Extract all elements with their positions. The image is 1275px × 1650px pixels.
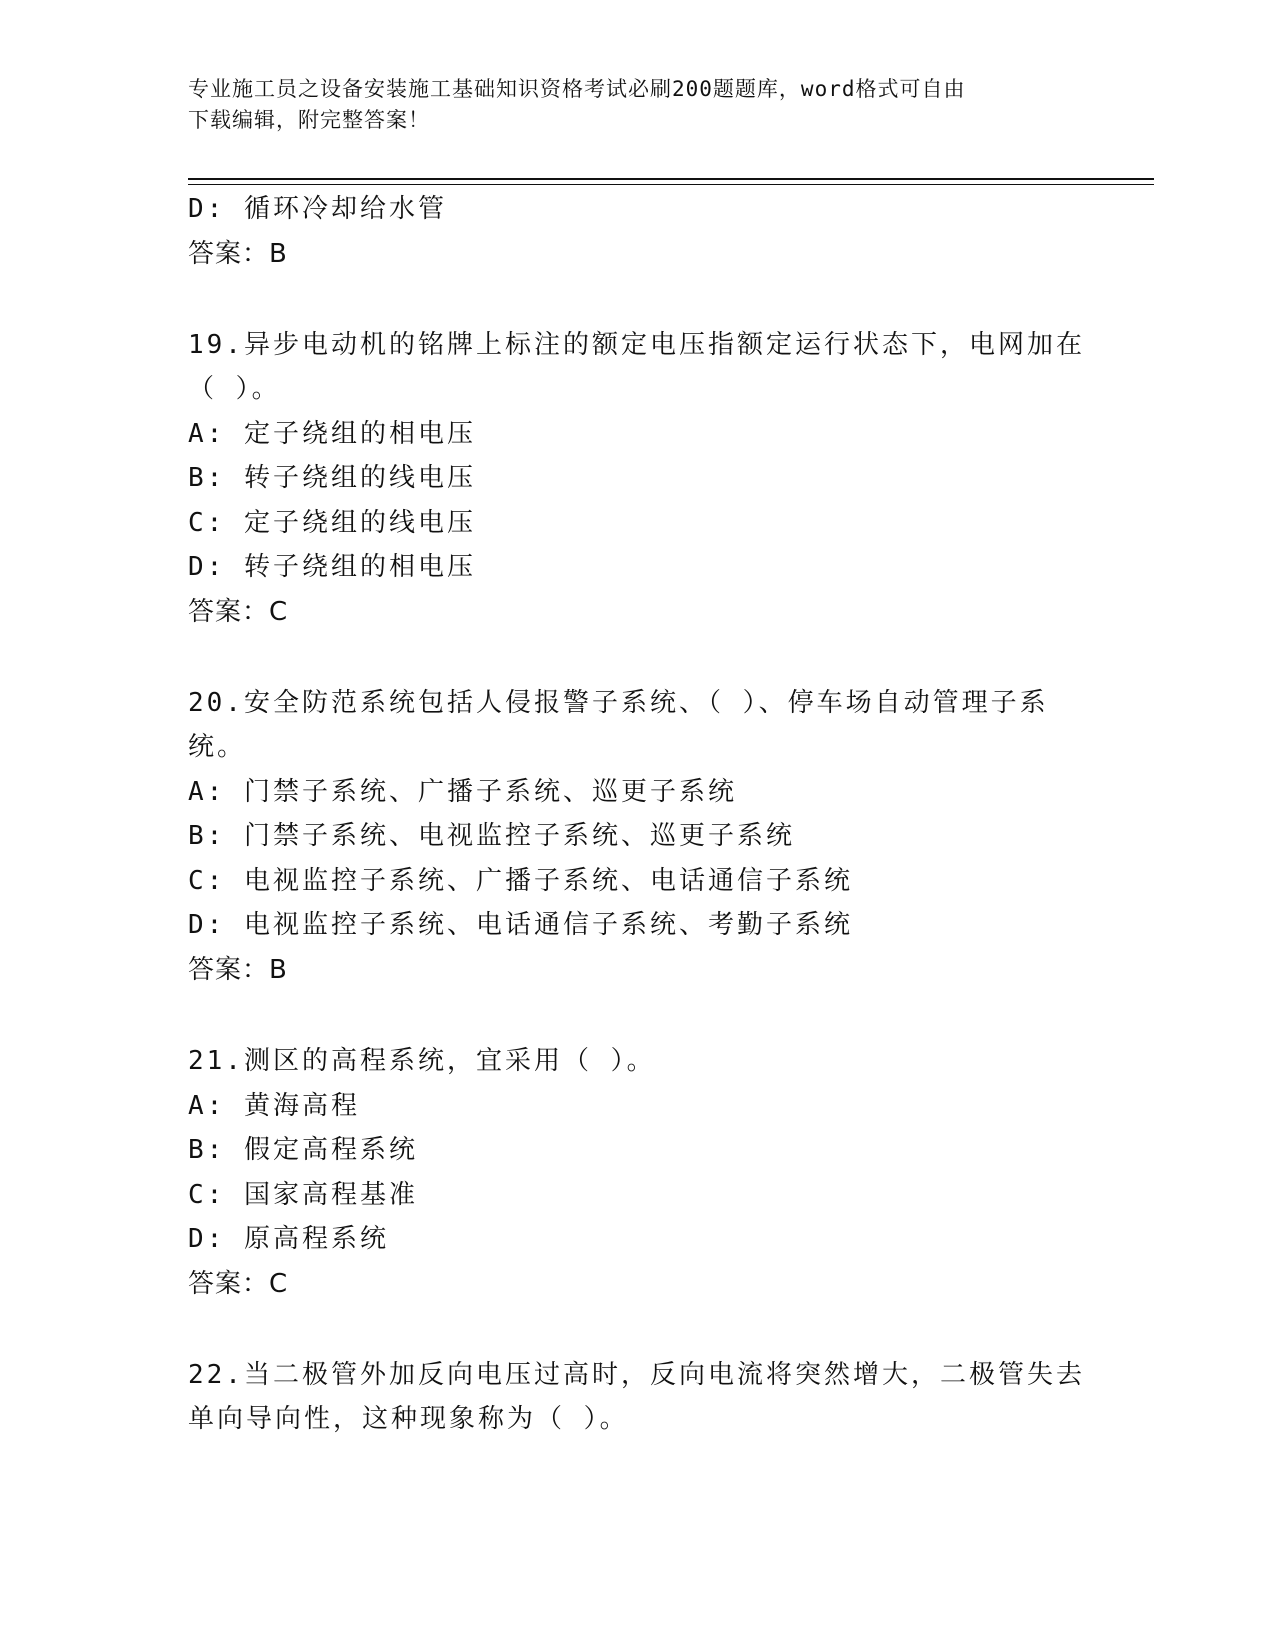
prev-option-d: D: 循环冷却给水管	[188, 194, 447, 224]
q19-stem-line-1: 19.异步电动机的铭牌上标注的额定电压指额定运行状态下，电网加在	[188, 330, 1085, 360]
q19-option-a: A: 定子绕组的相电压	[188, 419, 476, 449]
q19-answer: 答案：C	[188, 597, 289, 627]
q22-stem-line-2: 单向导向性，这种现象称为（ ）。	[188, 1404, 629, 1434]
q20-option-c: C: 电视监控子系统、广播子系统、电话通信子系统	[188, 866, 853, 896]
q21-option-c: C: 国家高程基准	[188, 1180, 418, 1210]
header-divider-thin	[188, 184, 1154, 185]
q20-option-d: D: 电视监控子系统、电话通信子系统、考勤子系统	[188, 910, 853, 940]
q20-stem-line-1: 20.安全防范系统包括人侵报警子系统、（ ）、停车场自动管理子系	[188, 688, 1049, 718]
q21-stem-line-1: 21.测区的高程系统，宜采用（ ）。	[188, 1046, 656, 1076]
header-line-1: 专业施工员之设备安装施工基础知识资格考试必刷200题题库，word格式可自由	[188, 77, 966, 101]
q21-answer: 答案：C	[188, 1269, 289, 1299]
q19-stem-line-2: （ ）。	[188, 374, 281, 404]
q19-option-d: D: 转子绕组的相电压	[188, 552, 476, 582]
header-divider-thick	[188, 178, 1154, 180]
q21-option-a: A: 黄海高程	[188, 1091, 360, 1121]
q19-option-c: C: 定子绕组的线电压	[188, 508, 476, 538]
q20-option-b: B: 门禁子系统、电视监控子系统、巡更子系统	[188, 821, 795, 851]
document-header	[188, 74, 1088, 136]
q21-option-d: D: 原高程系统	[188, 1224, 389, 1254]
header-line-2: 下载编辑，附完整答案！	[188, 108, 430, 132]
q20-option-a: A: 门禁子系统、广播子系统、巡更子系统	[188, 777, 737, 807]
q20-stem-line-2: 统。	[188, 732, 247, 762]
prev-answer: 答案：B	[188, 239, 288, 269]
q22-stem-line-1: 22.当二极管外加反向电压过高时，反向电流将突然增大，二极管失去	[188, 1360, 1085, 1390]
q20-answer: 答案：B	[188, 955, 288, 985]
q19-option-b: B: 转子绕组的线电压	[188, 463, 476, 493]
q21-option-b: B: 假定高程系统	[188, 1135, 418, 1165]
